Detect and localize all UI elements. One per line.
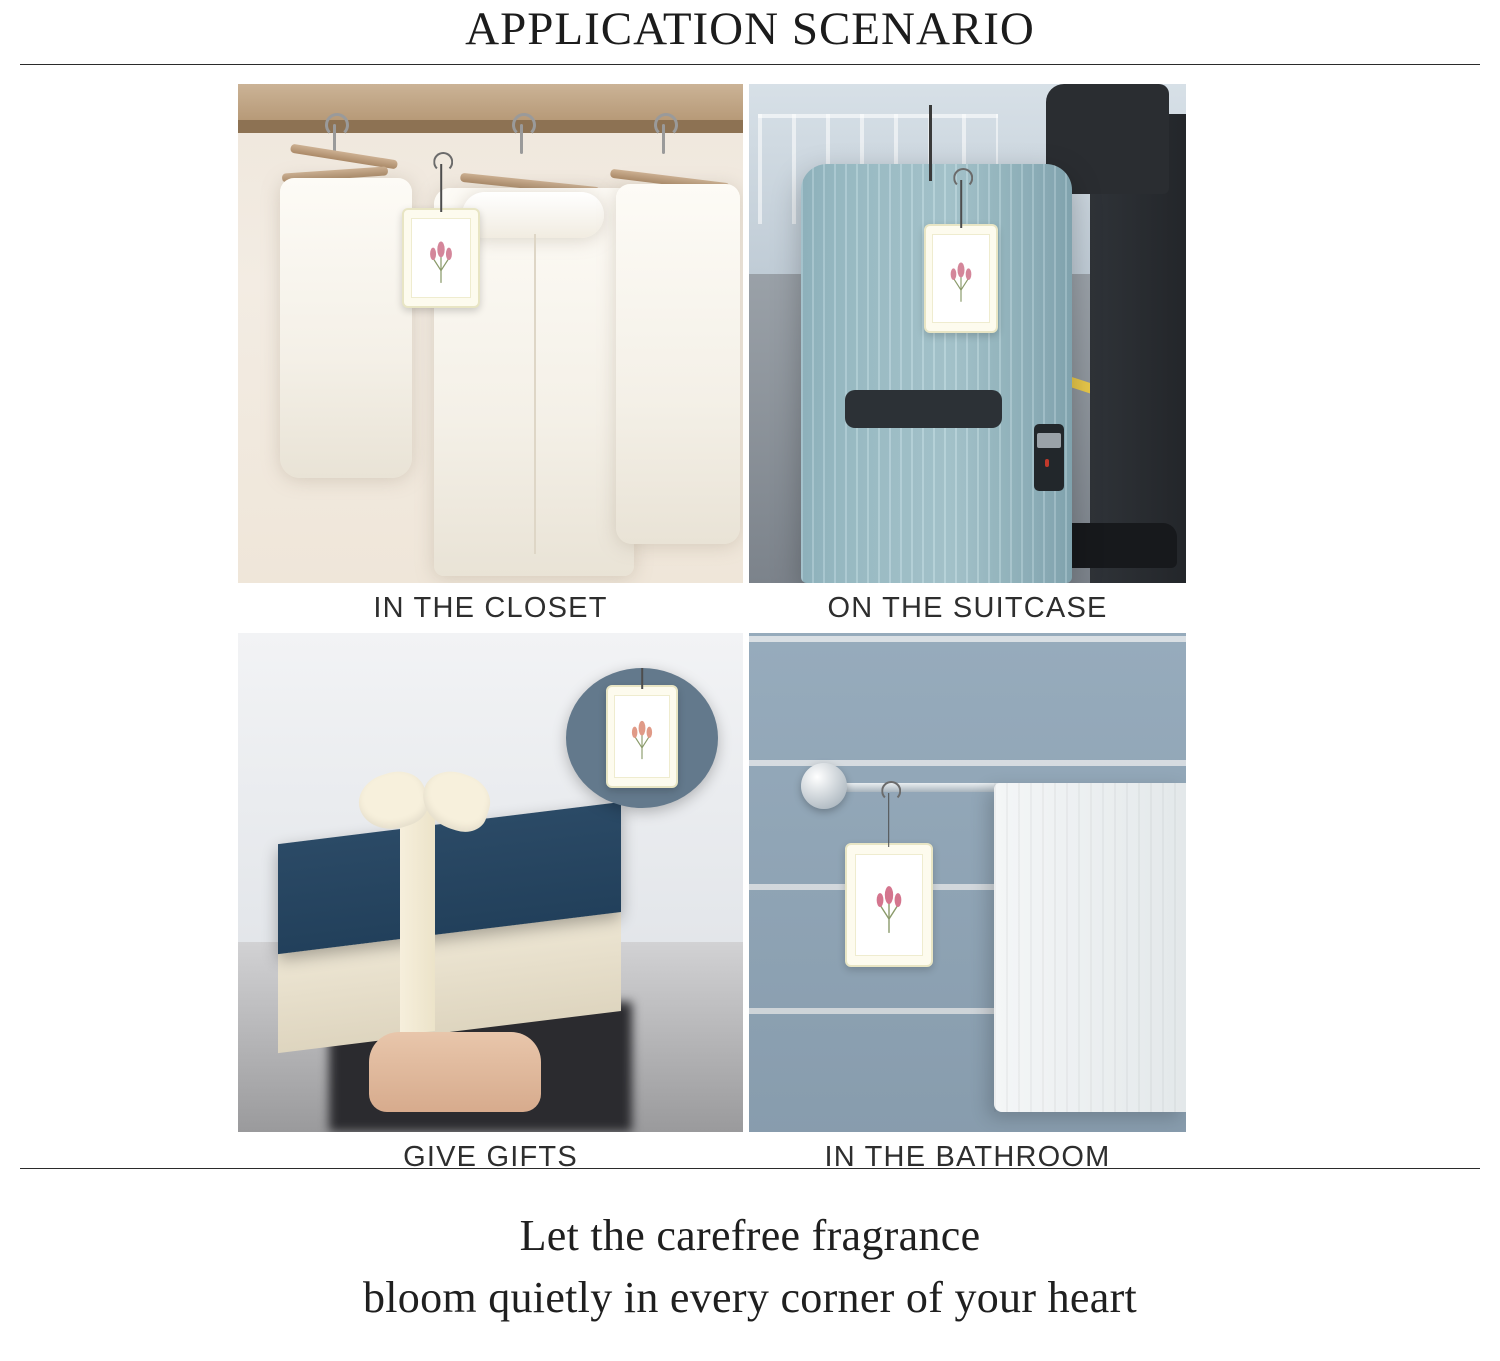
gift-bow [359,773,490,853]
towel-rail-mount [801,763,847,809]
caption-closet: IN THE CLOSET [373,592,608,624]
footer-line-2: bloom quietly in every corner of your heart [362,1273,1138,1323]
footer-divider [20,1168,1480,1169]
hanger-bar [290,144,398,170]
suitcase-telescopic-handle [929,105,932,180]
lavender-sprig-icon [869,872,909,942]
fragrance-sachet-tag [845,843,932,968]
scenario-grid [238,84,1186,1182]
lavender-sprig-icon [423,232,458,287]
shirt-collar [462,192,604,238]
lavender-sprig-icon [944,250,977,311]
closet-photo [238,84,743,583]
suitcase-grip [845,390,1002,428]
caption-bathroom: IN THE BATHROOM [824,1141,1111,1173]
caption-suitcase: ON THE SUITCASE [827,592,1108,624]
gift-photo [238,633,743,1132]
fragrance-sachet-tag [402,208,480,308]
footer-tagline [0,1205,1500,1330]
scenario-card-gift [238,633,743,1182]
hanger-hook [662,124,665,154]
person-shoe [1064,523,1178,568]
garment-camisole [280,178,412,478]
white-towel [994,783,1186,1112]
fragrance-sachet-tag [606,685,679,788]
tag-inner-panel [932,234,990,323]
hanger-hook [520,124,523,154]
suitcase-photo [749,84,1186,583]
tag-string [888,793,890,847]
bathroom-photo [749,633,1186,1132]
hand-holding-box [369,1032,541,1112]
suitcase-tsa-lock [1034,424,1064,491]
fragrance-sachet-tag [924,224,998,334]
tag-inner-panel [614,695,670,778]
shirt-placket [534,234,536,554]
header-divider [20,64,1480,65]
tag-string [641,668,643,689]
tag-string [440,164,442,212]
garment-blouse [616,184,740,544]
caption-gift: GIVE GIFTS [403,1141,578,1173]
page-title: APPLICATION SCENARIO [465,3,1035,55]
tag-inner-panel [855,854,923,955]
lavender-sprig-icon [626,709,659,766]
scenario-card-suitcase [749,84,1186,633]
scenario-card-closet [238,84,743,633]
footer-line-1: Let the carefree fragrance [519,1211,981,1260]
tag-inner-panel [411,218,472,299]
product-inset-circle [566,668,718,808]
scenario-card-bathroom [749,633,1186,1182]
tag-string [960,180,962,228]
